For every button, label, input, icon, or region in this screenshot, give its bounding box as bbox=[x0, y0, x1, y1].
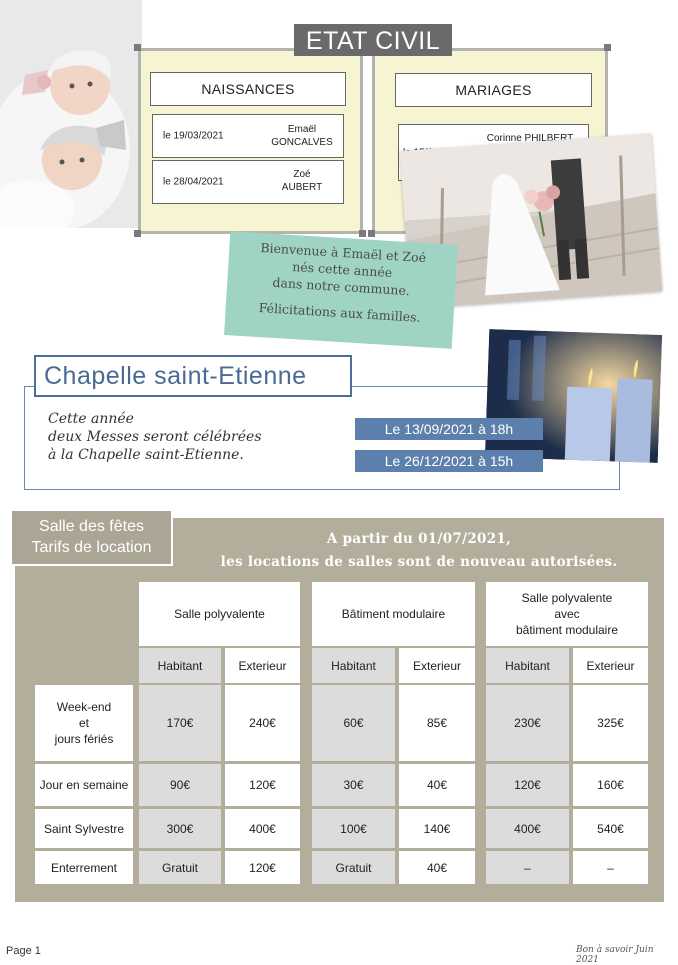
header-batiment-modulaire: Bâtiment modulaire bbox=[312, 582, 475, 646]
naissance-date: le 19/03/2021 bbox=[163, 130, 224, 142]
publication-title: Bon à savoir Juin 2021 bbox=[576, 945, 654, 965]
corner-marker bbox=[604, 44, 611, 51]
chapelle-text-line: deux Messes seront célébrées bbox=[48, 429, 262, 445]
header-line: avec bbox=[554, 607, 580, 621]
corner-marker bbox=[134, 230, 141, 237]
naissance-date: le 28/04/2021 bbox=[163, 176, 224, 188]
mass-date: Le 13/09/2021 à 18h bbox=[355, 418, 543, 440]
first-name: Emaël bbox=[287, 124, 317, 135]
price-cell: 120€ bbox=[486, 764, 569, 806]
corner-marker bbox=[368, 230, 375, 237]
chapelle-text-line: à la Chapelle saint-Etienne. bbox=[48, 447, 244, 463]
chapelle-title: Chapelle saint-Etienne bbox=[34, 355, 352, 397]
mass-date: Le 26/12/2021 à 15h bbox=[355, 450, 543, 472]
row-label-line: Week-end bbox=[56, 700, 112, 714]
last-name: AUBERT bbox=[281, 182, 323, 193]
subheader-exterieur: Exterieur bbox=[573, 648, 648, 683]
price-cell: 120€ bbox=[225, 851, 300, 884]
price-cell: 30€ bbox=[312, 764, 395, 806]
chapelle-text-line: Cette année bbox=[48, 411, 134, 427]
price-cell: Gratuit bbox=[139, 851, 221, 884]
row-label-enterrement: Enterrement bbox=[35, 851, 133, 884]
price-cell: 120€ bbox=[225, 764, 300, 806]
salle-note bbox=[180, 528, 658, 574]
subheader-habitant: Habitant bbox=[312, 648, 395, 683]
subheader-exterieur: Exterieur bbox=[225, 648, 300, 683]
spouse-name: Corinne PHILBERT bbox=[486, 133, 574, 144]
price-cell: 40€ bbox=[399, 764, 475, 806]
price-cell: 325€ bbox=[573, 685, 648, 761]
row-label-line: jours fériés bbox=[54, 732, 114, 746]
price-cell: 90€ bbox=[139, 764, 221, 806]
babies-photo bbox=[0, 0, 142, 228]
welcome-line: dans notre commune. bbox=[272, 274, 411, 299]
price-cell: – bbox=[573, 851, 648, 884]
price-cell: 60€ bbox=[312, 685, 395, 761]
welcome-line: nés cette année bbox=[291, 258, 393, 281]
naissance-name bbox=[265, 123, 339, 149]
price-cell: 40€ bbox=[399, 851, 475, 884]
salle-title-line: Salle des fêtes bbox=[39, 518, 144, 535]
mariages-heading: MARIAGES bbox=[395, 73, 592, 107]
price-cell: 160€ bbox=[573, 764, 648, 806]
row-label-sylvestre: Saint Sylvestre bbox=[35, 809, 133, 848]
price-cell: 540€ bbox=[573, 809, 648, 848]
subheader-habitant: Habitant bbox=[139, 648, 221, 683]
price-cell: 140€ bbox=[399, 809, 475, 848]
corner-marker bbox=[359, 230, 366, 237]
salle-note-line: A partir du 01/07/2021, bbox=[326, 531, 512, 547]
subheader-habitant: Habitant bbox=[486, 648, 569, 683]
price-cell: Gratuit bbox=[312, 851, 395, 884]
row-label-weekend bbox=[35, 685, 133, 761]
naissance-entry bbox=[152, 114, 344, 158]
naissance-entry bbox=[152, 160, 344, 204]
price-cell: 100€ bbox=[312, 809, 395, 848]
congrats-line: Félicitations aux familles. bbox=[258, 300, 421, 325]
naissances-heading: NAISSANCES bbox=[150, 72, 346, 106]
last-name: GONCALVES bbox=[271, 137, 333, 148]
price-cell: – bbox=[486, 851, 569, 884]
page-number: Page 1 bbox=[6, 945, 41, 957]
etat-civil-title: ETAT CIVIL bbox=[294, 24, 452, 56]
candles-photo bbox=[485, 329, 662, 463]
salle-title-line: Tarifs de location bbox=[31, 539, 152, 556]
price-cell: 240€ bbox=[225, 685, 300, 761]
price-cell: 300€ bbox=[139, 809, 221, 848]
subheader-exterieur: Exterieur bbox=[399, 648, 475, 683]
salle-title bbox=[10, 509, 173, 566]
row-label-semaine: Jour en semaine bbox=[35, 764, 133, 806]
price-cell: 400€ bbox=[486, 809, 569, 848]
header-combo bbox=[486, 582, 648, 646]
price-cell: 400€ bbox=[225, 809, 300, 848]
welcome-note bbox=[224, 231, 458, 349]
naissance-name bbox=[275, 168, 329, 194]
salle-note-line: les locations de salles sont de nouveau autorisées. bbox=[220, 554, 618, 570]
price-cell: 230€ bbox=[486, 685, 569, 761]
header-salle-polyvalente: Salle polyvalente bbox=[139, 582, 300, 646]
header-line: bâtiment modulaire bbox=[515, 623, 619, 637]
price-cell: 85€ bbox=[399, 685, 475, 761]
corner-marker bbox=[134, 44, 141, 51]
price-cell: 170€ bbox=[139, 685, 221, 761]
chapelle-text bbox=[48, 410, 338, 464]
header-line: Salle polyvalente bbox=[521, 591, 613, 605]
row-label-line: et bbox=[78, 716, 89, 730]
welcome-line: Bienvenue à Emaël et Zoé bbox=[260, 240, 427, 266]
first-name: Zoé bbox=[293, 169, 311, 180]
